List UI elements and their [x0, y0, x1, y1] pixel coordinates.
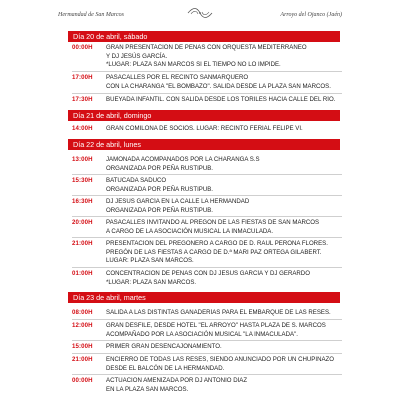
event-description: BATUCADA SADUCO ORGANIZADA POR PEÑA RUSTIPUB. — [106, 177, 213, 193]
divider — [72, 353, 342, 354]
event-description: BUEYADA INFANTIL. CON SALIDA DESDE LOS TORILES HACIA CALLE DEL RÍO. — [106, 96, 336, 103]
header-location: Arroyo del Ojanco (Jaén) — [280, 12, 342, 18]
event-description: GRAN PRESENTACIÓN DE PEÑAS CON ORQUESTA MEDITERRÁNEO Y DJ JESÚS GARCÍA. *LUGAR: PLAZA SAN MARCOS SI EL TIEMPO NO LO IMPIDE. — [106, 44, 307, 69]
event-time: 13:00H — [72, 156, 93, 163]
day-banner-23: Día 23 de abril, martes — [68, 292, 340, 303]
event-description: ACTUACIÓN AMENIZADA POR DJ ANTONIO DÍAZ EN LA PLAZA SAN MARCOS. — [106, 377, 248, 393]
divider — [72, 174, 342, 175]
divider — [72, 267, 342, 268]
ornament-icon — [185, 6, 215, 20]
header-brotherhood: Hermandad de San Marcos — [58, 12, 124, 18]
event-description: GRAN DESFILE, DESDE HOTEL "EL ARROYO" HASTA PLAZA DE S. MARCOS ACOMPAÑADO POR LA ASOCIACIÓN MUSICAL "LA INMACULADA". — [106, 322, 326, 338]
event-time: 08:00H — [72, 309, 93, 316]
event-time: 14:00H — [72, 125, 93, 132]
event-time: 00:00H — [72, 44, 93, 51]
event-description: PRIMER GRAN DESENCAJONAMIENTO. — [106, 343, 222, 350]
event-time: 00:00H — [72, 377, 93, 384]
event-time: 17:30H — [72, 96, 93, 103]
divider — [72, 216, 342, 217]
event-description: PASACALLES INVITANDO AL PREGÓN DE LAS FIESTAS DE SAN MARCOS A CARGO DE LA ASOCIACIÓN MUSICAL LA INMACULADA. — [106, 219, 320, 235]
event-time: 16:30H — [72, 198, 93, 205]
event-time: 12:00H — [72, 322, 93, 329]
event-description: JAMONADA ACOMPAÑADOS POR LA CHARANGA S.S ORGANIZADA POR PEÑA RUSTIPUB. — [106, 156, 260, 172]
divider — [72, 237, 342, 238]
event-time: 01:00H — [72, 270, 93, 277]
divider — [72, 195, 342, 196]
divider — [72, 71, 342, 72]
page-header — [58, 5, 342, 23]
event-description: CONCENTRACIÓN DE PEÑAS CON DJ JESÚS GARCÍA Y DJ GERARDO *LUGAR: PLAZA SAN MARCOS. — [106, 270, 310, 286]
day-banner-21: Día 21 de abril, domingo — [68, 110, 340, 121]
event-description: PASACALLES POR EL RECINTO SANMARQUERO CON LA CHARANGA "EL BOMBAZO". SALIDA DESDE LA PLAZA SAN MARCOS. — [106, 74, 331, 90]
event-description: ENCIERRO DE TODAS LAS RESES, SIENDO ANUNCIADO POR UN CHUPINAZO DESDE EL BALCÓN DE LA HERMANDAD. — [106, 356, 334, 372]
divider — [72, 340, 342, 341]
divider — [72, 93, 342, 94]
event-time: 21:00H — [72, 356, 93, 363]
event-time: 20:00H — [72, 219, 93, 226]
day-banner-22: Día 22 de abril, lunes — [68, 139, 340, 150]
event-description: PRESENTACIÓN DEL PREGONERO A CARGO DE D. RAÚL PERONA FLORES. PREGÓN DE LAS FIESTAS A CARGO DE D.ª MARI PAZ ORTEGA GILABERT. LUGAR: PLAZA SAN MARCOS. — [106, 240, 328, 265]
event-time: 15:00H — [72, 343, 93, 350]
event-time: 17:00H — [72, 74, 93, 81]
divider — [72, 319, 342, 320]
event-time: 15:30H — [72, 177, 93, 184]
day-banner-20: Día 20 de abril, sábado — [68, 31, 340, 42]
event-time: 21:00H — [72, 240, 93, 247]
event-description: DJ JESÚS GARCÍA EN LA CALLE LA HERMANDAD ORGANIZADA POR PEÑA RUSTIPUB. — [106, 198, 250, 214]
event-description: GRAN COMILONA DE SOCIOS. LUGAR: RECINTO FERIAL FELIPE VI. — [106, 125, 303, 132]
event-description: SALIDA A LAS DISTINTAS GANADERÍAS PARA EL EMBARQUE DE LAS RESES. — [106, 309, 331, 316]
divider — [72, 374, 342, 375]
